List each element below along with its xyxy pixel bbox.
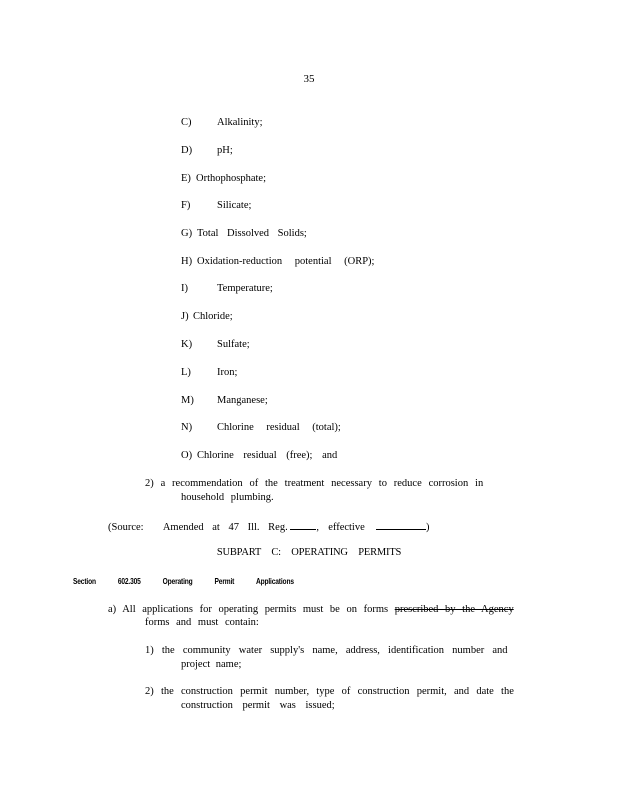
sub-2-line2: construction permit was issued; bbox=[181, 700, 335, 711]
source-prefix: (Source: bbox=[108, 522, 144, 533]
register-blank bbox=[290, 519, 316, 530]
list-item-letter: J) bbox=[181, 311, 189, 322]
list-item-text: Chlorine residual (free); and bbox=[197, 450, 338, 461]
list-item-letter: D) bbox=[181, 145, 193, 156]
source-note bbox=[108, 519, 430, 534]
list-item-text: pH; bbox=[217, 145, 233, 156]
page-number: 35 bbox=[303, 73, 315, 85]
list-item-text: Chlorine residual (total); bbox=[217, 422, 341, 433]
sub-1-line1: 1) the community water supply's name, address, identification number and bbox=[145, 645, 508, 656]
source-comma: , bbox=[316, 522, 319, 533]
sub-2-line1: 2) the construction permit number, type of construction permit, and date the bbox=[145, 686, 514, 697]
list-item-text: Sulfate; bbox=[217, 339, 250, 350]
effective-date-blank bbox=[376, 519, 426, 530]
list-item-text: Orthophosphate; bbox=[196, 173, 266, 184]
struck-text: prescribed by the Agency bbox=[394, 604, 514, 615]
list-item-letter: I) bbox=[181, 283, 188, 294]
list-item-letter: M) bbox=[181, 395, 194, 406]
list-item-letter: N) bbox=[181, 422, 193, 433]
list-item-letter: H) bbox=[181, 256, 193, 267]
list-item-text: Total Dissolved Solids; bbox=[197, 228, 307, 239]
para-a-line1 bbox=[108, 603, 514, 616]
list-item-text: Temperature; bbox=[217, 283, 273, 294]
item-2-line2: household plumbing. bbox=[181, 492, 274, 503]
list-item-letter: E) bbox=[181, 173, 191, 184]
para-a-text: a) All applications for operating permits must be on forms bbox=[108, 604, 389, 615]
subpart-heading: SUBPART C: OPERATING PERMITS bbox=[216, 547, 402, 558]
item-2-line1: 2) a recommendation of the treatment necessary to reduce corrosion in bbox=[145, 478, 484, 489]
source-close: ) bbox=[426, 522, 430, 533]
sub-1-line2: project name; bbox=[181, 659, 242, 670]
list-item-text: Manganese; bbox=[217, 395, 268, 406]
list-item-text: Oxidation-reduction potential (ORP); bbox=[197, 256, 375, 267]
list-item-letter: L) bbox=[181, 367, 191, 378]
list-item-letter: C) bbox=[181, 117, 192, 128]
list-item-text: Silicate; bbox=[217, 200, 252, 211]
section-heading: Section 602.305 Operating Permit Applications bbox=[73, 576, 294, 586]
source-effective: effective bbox=[328, 522, 365, 533]
list-item-text: Iron; bbox=[217, 367, 238, 378]
para-a-line2: forms and must contain: bbox=[145, 617, 259, 628]
source-amended: Amended at 47 Ill. Reg. bbox=[162, 522, 288, 533]
list-item-text: Alkalinity; bbox=[217, 117, 263, 128]
list-item-letter: O) bbox=[181, 450, 193, 461]
list-item-letter: K) bbox=[181, 339, 193, 350]
list-item-text: Chloride; bbox=[193, 311, 233, 322]
list-item-letter: G) bbox=[181, 228, 193, 239]
list-item-letter: F) bbox=[181, 200, 191, 211]
